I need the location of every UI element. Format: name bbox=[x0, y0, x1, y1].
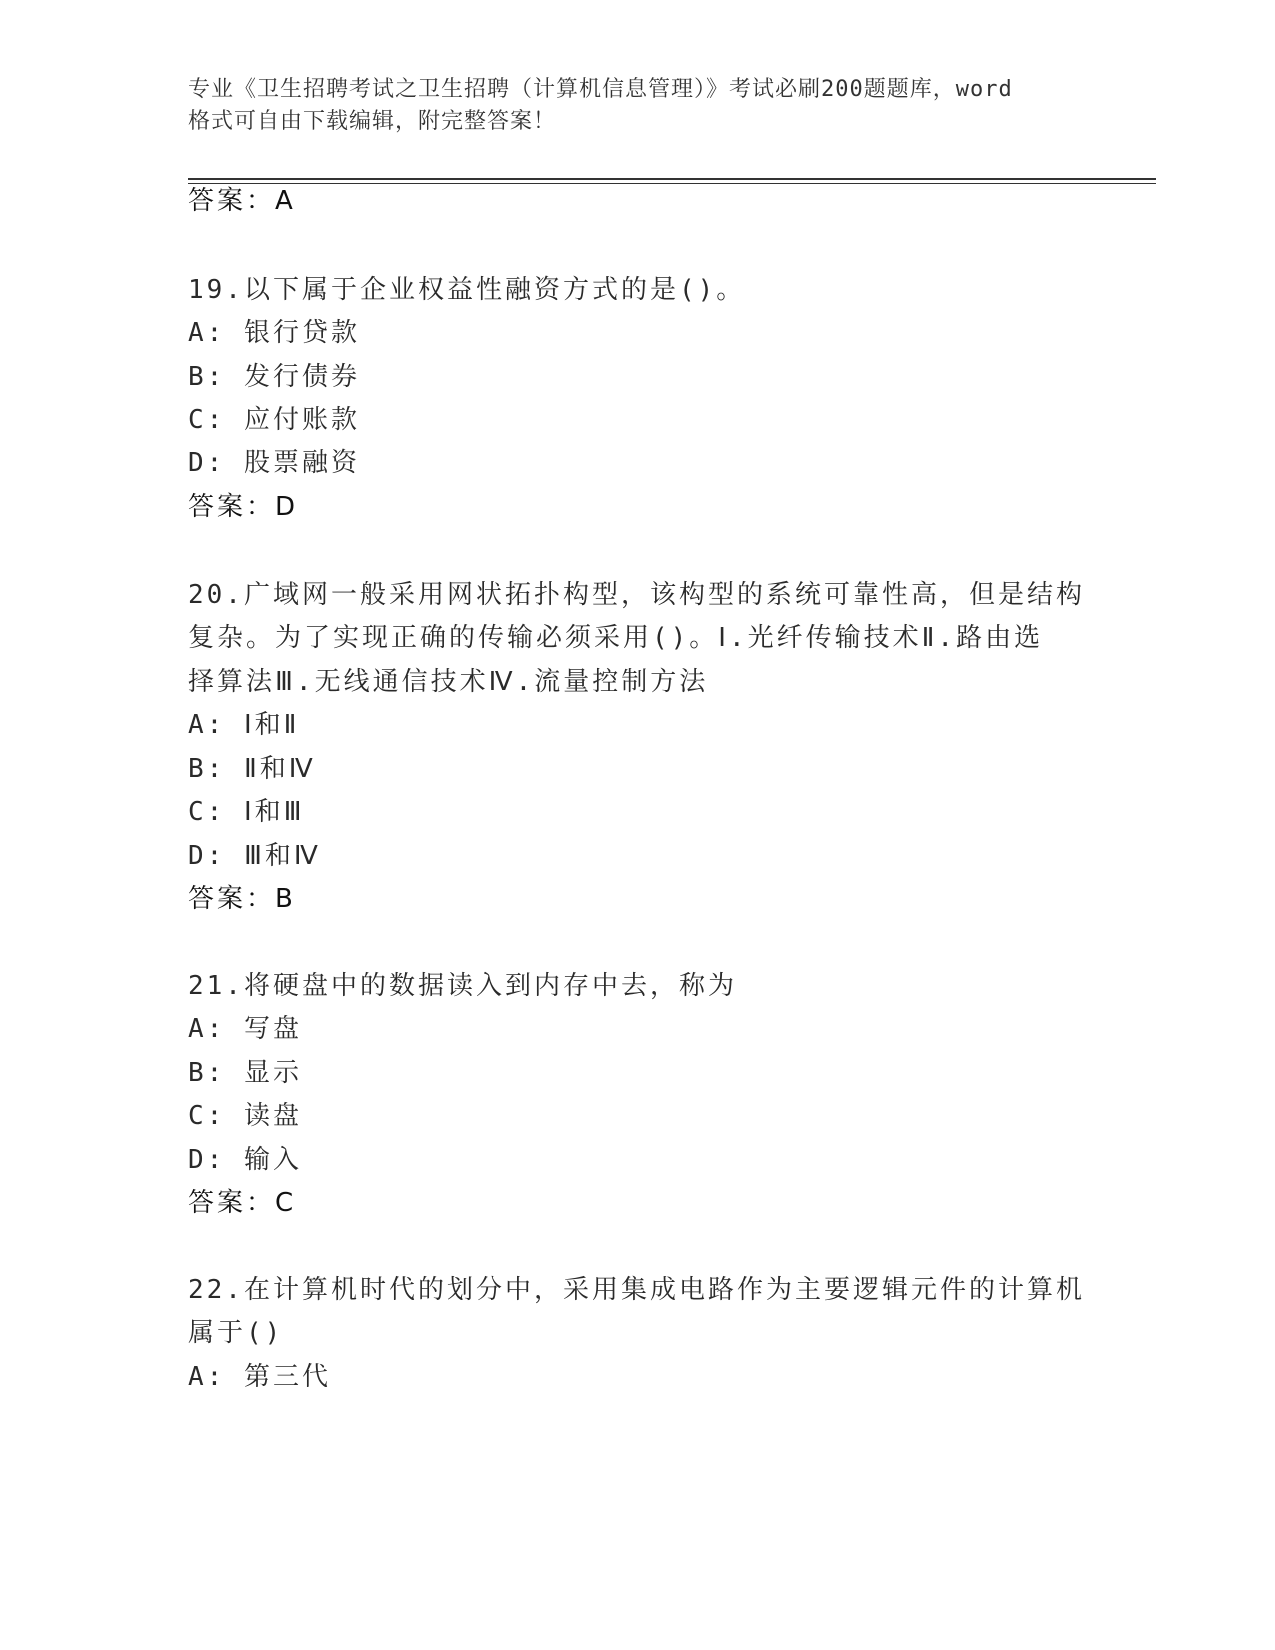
answer-label: 答案：A bbox=[188, 186, 296, 216]
option-20-b: B: Ⅱ和Ⅳ bbox=[188, 754, 316, 784]
answer-21: 答案：C bbox=[188, 1188, 297, 1218]
option-21-b: B: 显示 bbox=[188, 1058, 302, 1088]
header-line-1: 专业《卫生招聘考试之卫生招聘（计算机信息管理）》考试必刷200题题库，word bbox=[188, 77, 1013, 102]
question-20-line-3: 择算法Ⅲ.无线通信技术Ⅳ.流量控制方法 bbox=[188, 667, 709, 697]
question-20-line-1: 20.广域网一般采用网状拓扑构型，该构型的系统可靠性高，但是结构 bbox=[188, 580, 1085, 610]
option-20-d: D: Ⅲ和Ⅳ bbox=[188, 841, 321, 871]
question-22-line-1: 22.在计算机时代的划分中，采用集成电路作为主要逻辑元件的计算机 bbox=[188, 1275, 1085, 1305]
option-19-d: D: 股票融资 bbox=[188, 448, 360, 478]
option-21-d: D: 输入 bbox=[188, 1145, 302, 1175]
option-19-c: C: 应付账款 bbox=[188, 405, 360, 435]
answer-20: 答案：B bbox=[188, 884, 296, 914]
option-20-a: A: Ⅰ和Ⅱ bbox=[188, 710, 300, 740]
option-19-a: A: 银行贷款 bbox=[188, 318, 360, 348]
header-divider-thin bbox=[188, 183, 1156, 184]
option-20-c: C: Ⅰ和Ⅲ bbox=[188, 797, 305, 827]
question-21: 21.将硬盘中的数据读入到内存中去，称为 bbox=[188, 971, 737, 1001]
question-22-line-2: 属于() bbox=[188, 1318, 284, 1348]
option-21-a: A: 写盘 bbox=[188, 1014, 302, 1044]
option-21-c: C: 读盘 bbox=[188, 1101, 302, 1131]
option-19-b: B: 发行债券 bbox=[188, 362, 360, 392]
answer-19: 答案：D bbox=[188, 492, 299, 522]
document-header bbox=[188, 74, 1088, 138]
header-divider bbox=[188, 178, 1156, 180]
header-line-2: 格式可自由下载编辑，附完整答案！ bbox=[188, 109, 557, 134]
option-22-a: A: 第三代 bbox=[188, 1362, 331, 1392]
question-19: 19.以下属于企业权益性融资方式的是()。 bbox=[188, 275, 746, 305]
question-20-line-2: 复杂。为了实现正确的传输必须采用()。Ⅰ.光纤传输技术Ⅱ.路由选 bbox=[188, 623, 1044, 653]
